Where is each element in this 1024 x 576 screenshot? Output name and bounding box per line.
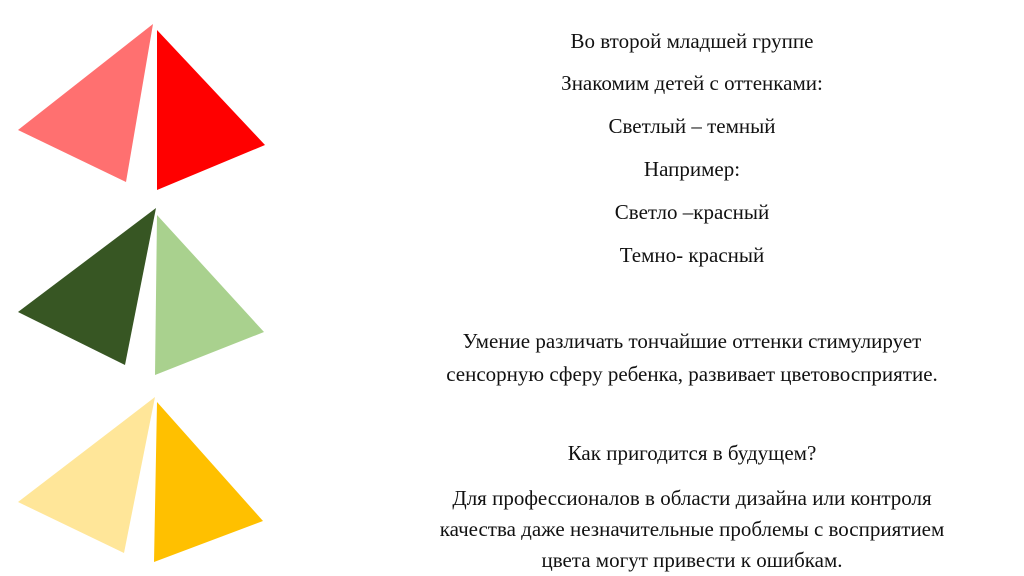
dark-green-triangle [18,208,156,365]
line-light-red: Светло –красный [614,200,770,224]
line-group-title: Во второй младшей группе [570,29,814,53]
line-light-dark: Светлый – темный [608,114,776,138]
paragraph-future-line-2: качества даже незначительные проблемы с восприятием [439,517,945,541]
line-example-label: Например: [643,157,741,181]
light-yellow-triangle [18,397,155,553]
paragraph-skill-line-2: сенсорную сферу ребенка, развивает цветовосприятие. [446,362,938,386]
dark-yellow-triangle [154,402,263,562]
light-red-triangle [18,24,153,182]
paragraph-future-line-3: цвета могут привести к ошибкам. [541,548,843,572]
paragraph-skill-line-1: Умение различать тончайшие оттенки стимулирует [462,329,922,353]
line-dark-red: Темно- красный [619,243,765,267]
line-shades-intro: Знакомим детей с оттенками: [561,71,823,95]
light-green-triangle [155,215,264,375]
dark-red-triangle [157,30,265,190]
paragraph-future-line-1: Для профессионалов в области дизайна или контроля [452,486,932,510]
shade-triangles [0,0,300,576]
question-heading: Как пригодится в будущем? [567,441,817,465]
